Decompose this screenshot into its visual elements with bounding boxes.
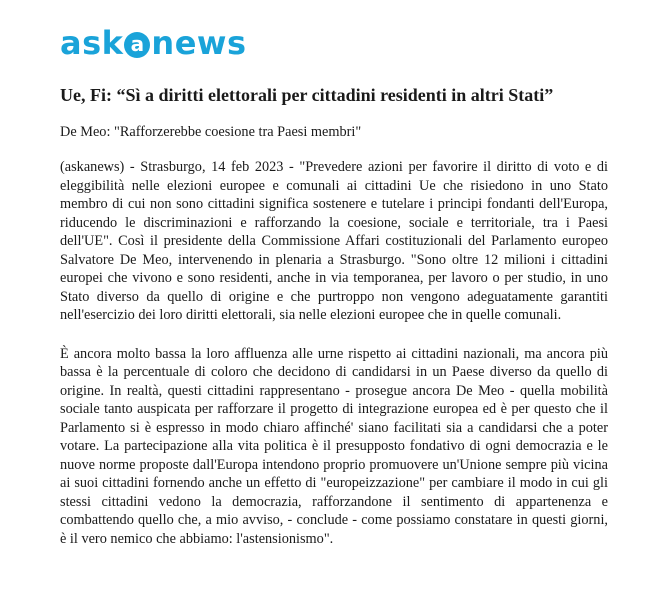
article-subtitle: De Meo: "Rafforzerebbe coesione tra Paesi membri": [60, 124, 362, 140]
article-body: [60, 158, 608, 568]
logo-at-glyph: a: [130, 32, 145, 56]
logo-text-ask: ask: [60, 24, 124, 62]
logo-text-news: news: [151, 24, 247, 62]
article-title: Ue, Fi: “Sì a diritti elettorali per cittadini residenti in altri Stati”: [60, 85, 554, 105]
logo-at-icon: [124, 32, 150, 58]
askanews-logo: [60, 22, 247, 64]
article-paragraph-1: (askanews) - Strasburgo, 14 feb 2023 - "Prevedere azioni per favorire il diritto di voto e di eleggibilità nelle elezioni europee e comunali ai cittadini Ue che risiedono in uno Stato membro di cui non sono cittadini significa sostenere e tutelare i principi fondanti dell'Europa, riducendo le discriminazioni e rafforzando la coesione, sociale e territoriale, tra i Paesi dell'UE". Così il presidente della Commissione Affari costituzionali del Parlamento europeo Salvatore De Meo, intervenendo in plenaria a Strasburgo. "Sono oltre 12 milioni i cittadini europei che vivono e sono residenti, anche in via temporanea, per lavoro o per studio, in uno Stato diverso da quello di origine e che purtroppo non vengono adeguatamente garantiti nell'esercizio dei loro diritti elettorali, sia nelle elezioni europee che in quelle comunali.: [60, 159, 608, 323]
article-paragraph-2: È ancora molto bassa la loro affluenza alle urne rispetto ai cittadini nazionali, ma ancora più bassa è la percentuale di coloro che decidono di candidarsi in un Paese diverso da quello di origine. In realtà, questi cittadini rappresentano - prosegue ancora De Meo - quella mobilità sociale tanto auspicata per rafforzare il progetto di integrazione europea ed è per questo che il Parlamento si è espresso in modo chiaro affinché' siano facilitati sia a candidarsi che a poter votare. La partecipazione alla vita politica è il presupposto fondativo di ogni democrazia e le nuove norme proposte dall'Europa intendono proprio promuovere un'Unione sempre più vicina ai suoi cittadini fornendo anche un effetto di "europeizzazione" per cambiare il modo in cui gli stessi cittadini vedono la democrazia, rafforzandone il sentimento di appartenenza e combattendo quello che, a mio avviso, - conclude - come possiamo constatare in questi giorni, è il vero nemico che abbiamo: l'astensionismo".: [60, 345, 608, 547]
